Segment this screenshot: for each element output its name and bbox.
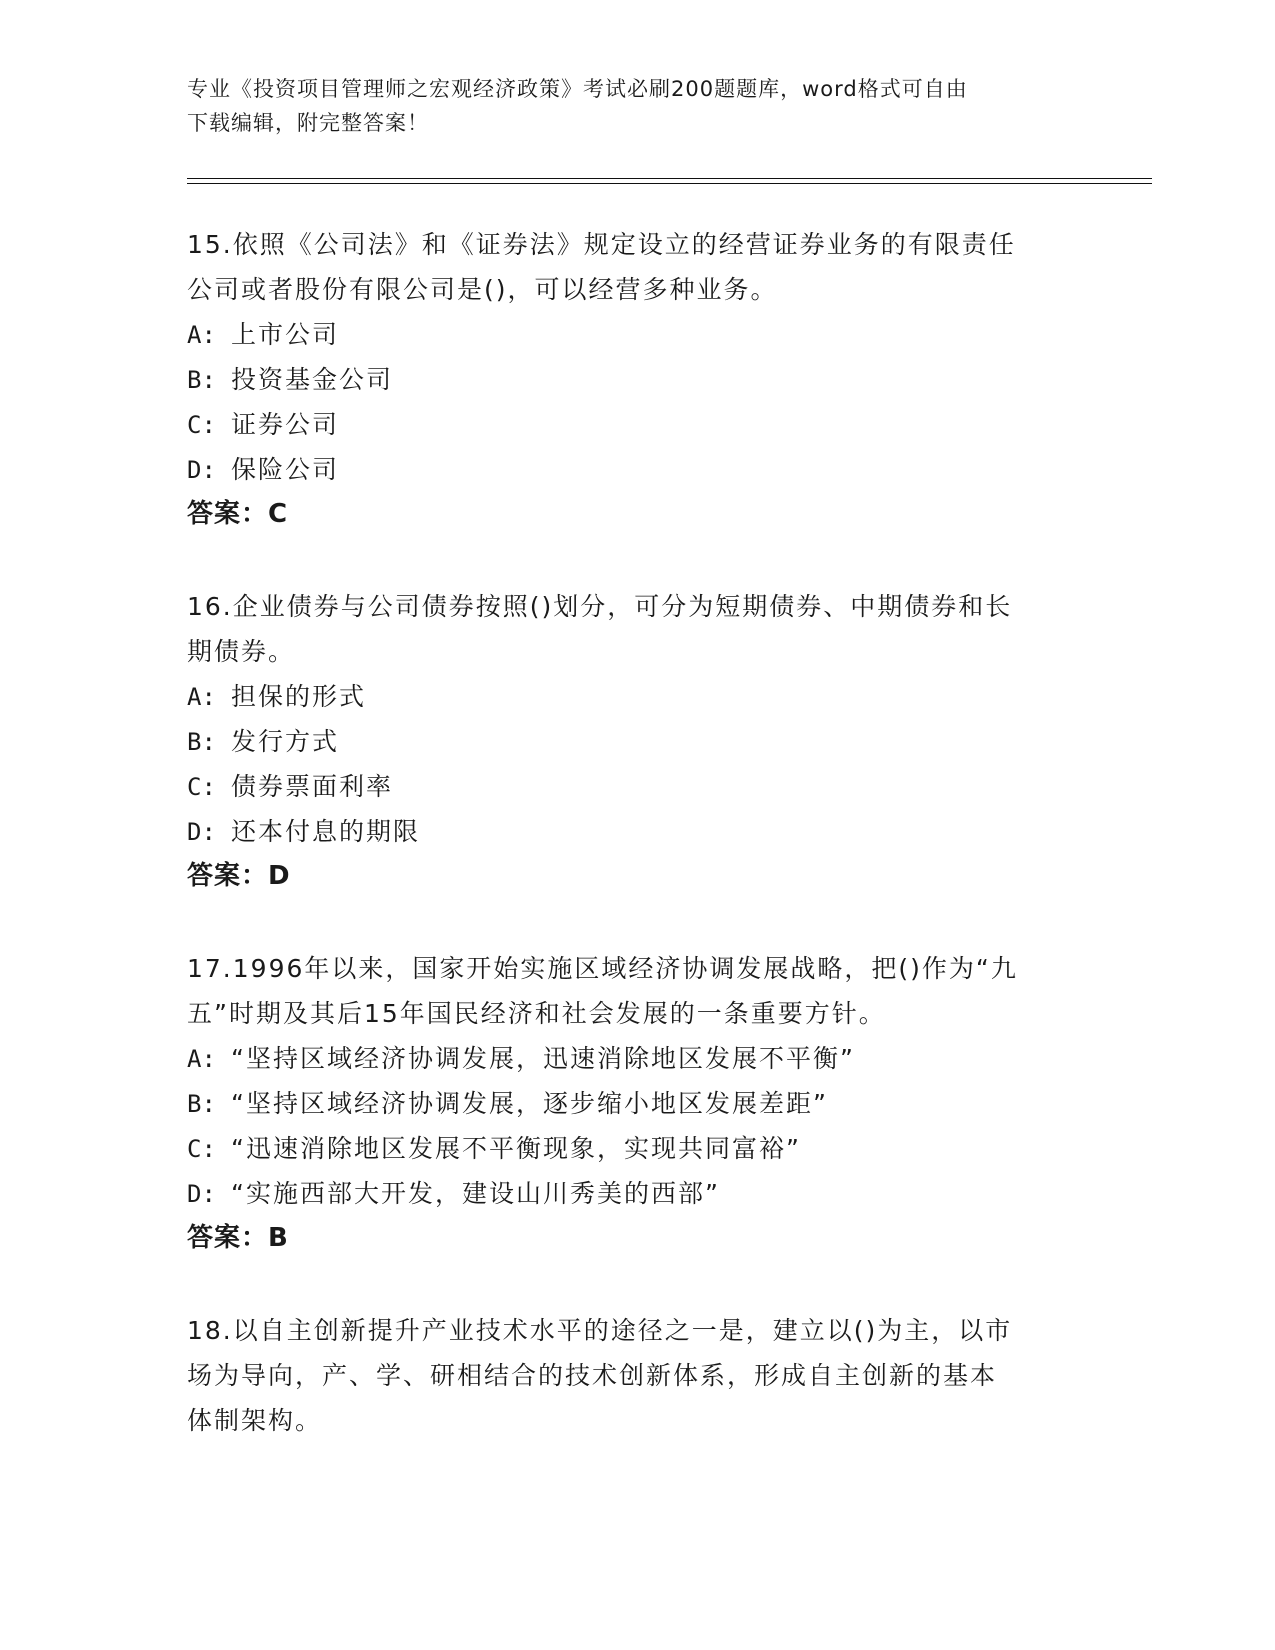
question-17 (187, 946, 1087, 1261)
answer-line: 答案：B (187, 1223, 289, 1253)
question-15 (187, 222, 1087, 537)
option-letter: D: (187, 818, 216, 846)
option-letter: D: (187, 1180, 216, 1208)
question-16 (187, 584, 1087, 899)
question-18 (187, 1308, 1087, 1443)
option-b (187, 719, 1087, 764)
option-letter: B: (187, 728, 216, 756)
option-letter: B: (187, 1090, 216, 1118)
option-a (187, 1036, 1087, 1081)
answer-line: 答案：C (187, 499, 289, 529)
option-a (187, 674, 1087, 719)
option-text: 发行方式 (231, 727, 340, 756)
option-text: 投资基金公司 (231, 365, 394, 394)
option-c (187, 1126, 1087, 1171)
option-b (187, 357, 1087, 402)
option-text: “坚持区域经济协调发展，迅速消除地区发展不平衡” (231, 1044, 855, 1073)
header-line-1: 专业《投资项目管理师之宏观经济政策》考试必刷200题题库，word格式可自由 (187, 77, 968, 101)
question-text-line: 期债券。 (187, 637, 296, 666)
option-d (187, 809, 1087, 854)
option-letter: C: (187, 1135, 216, 1163)
question-text-line: 15.依照《公司法》和《证券法》规定设立的经营证券业务的有限责任 (187, 230, 1016, 259)
question-text-line: 公司或者股份有限公司是()，可以经营多种业务。 (187, 275, 778, 304)
option-letter: A: (187, 1045, 216, 1073)
question-text-line: 体制架构。 (187, 1406, 323, 1435)
option-text: 担保的形式 (231, 682, 367, 711)
option-text: “迅速消除地区发展不平衡现象，实现共同富裕” (231, 1134, 801, 1163)
header-divider-top (187, 178, 1152, 179)
option-text: 保险公司 (231, 455, 340, 484)
option-c (187, 402, 1087, 447)
option-c (187, 764, 1087, 809)
question-text-line: 场为导向，产、学、研相结合的技术创新体系，形成自主创新的基本 (187, 1361, 998, 1390)
option-text: 上市公司 (231, 320, 340, 349)
header-divider-bottom (187, 183, 1152, 184)
question-text-line: 16.企业债券与公司债券按照()划分，可分为短期债券、中期债券和长 (187, 592, 1013, 621)
option-letter: C: (187, 411, 216, 439)
question-text-line: 18.以自主创新提升产业技术水平的途径之一是，建立以()为主，以市 (187, 1316, 1013, 1345)
option-letter: B: (187, 366, 216, 394)
option-text: “实施西部大开发，建设山川秀美的西部” (231, 1179, 720, 1208)
answer-line: 答案：D (187, 861, 291, 891)
option-text: 还本付息的期限 (231, 817, 421, 846)
option-letter: A: (187, 321, 216, 349)
option-letter: A: (187, 683, 216, 711)
header-line-2: 下载编辑，附完整答案！ (187, 111, 429, 135)
question-text-line: 17.1996年以来，国家开始实施区域经济协调发展战略，把()作为“九 (187, 954, 1018, 983)
option-text: 证券公司 (231, 410, 340, 439)
option-a (187, 312, 1087, 357)
option-text: “坚持区域经济协调发展，逐步缩小地区发展差距” (231, 1089, 828, 1118)
option-text: 债券票面利率 (231, 772, 394, 801)
document-header (187, 72, 1067, 140)
option-b (187, 1081, 1087, 1126)
option-letter: C: (187, 773, 216, 801)
question-text-line: 五”时期及其后15年国民经济和社会发展的一条重要方针。 (187, 999, 886, 1028)
option-letter: D: (187, 456, 216, 484)
option-d (187, 1171, 1087, 1216)
option-d (187, 447, 1087, 492)
